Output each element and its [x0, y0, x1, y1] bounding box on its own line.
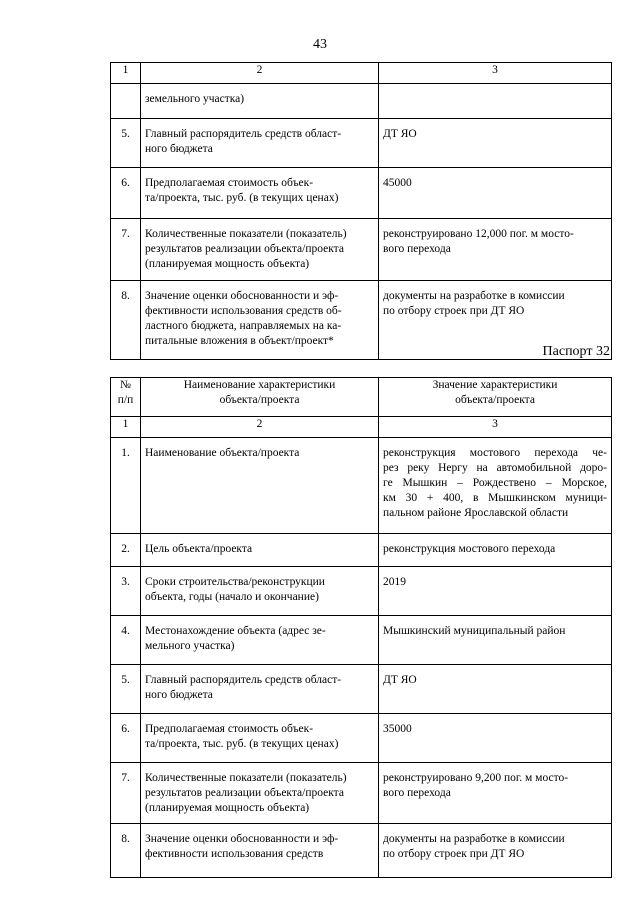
column-header: [141, 378, 379, 417]
row-number: [111, 84, 141, 119]
text-line: документы на разработке в комиссии: [383, 290, 565, 302]
text-line: ластного бюджета, направляемых на ка-: [145, 320, 342, 332]
text-line: Количественные показатели (показатель): [145, 228, 347, 240]
text-line: земельного участка): [145, 93, 245, 105]
characteristic-value: [379, 665, 612, 714]
characteristic-name: [141, 567, 379, 616]
characteristic-name: [141, 168, 379, 219]
characteristic-value: [379, 84, 612, 119]
characteristic-name: [141, 84, 379, 119]
characteristic-value: [379, 219, 612, 281]
text-line: Главный распорядитель средств област-: [145, 128, 342, 140]
text-line: результатов реализации объекта/проекта: [145, 787, 344, 799]
row-number: 5.: [111, 665, 141, 714]
text-line: (планируемая мощность объекта): [145, 802, 310, 814]
text-line: Предполагаемая стоимость объек-: [145, 723, 314, 735]
text-line: реконструкция мостового перехода: [383, 543, 556, 555]
text-line: ДТ ЯО: [383, 128, 417, 140]
table-row: [111, 567, 612, 616]
text-line: Значение оценки обоснованности и эф-: [145, 290, 339, 302]
row-number: 2.: [111, 534, 141, 567]
column-header: [379, 378, 612, 417]
column-number: 2: [141, 63, 379, 84]
column-numbers-row: [111, 63, 612, 84]
text-line: п/п: [117, 394, 134, 406]
page-number: 43: [313, 37, 327, 52]
text-line: реконструировано 12,000 пог. м мосто-: [383, 228, 574, 240]
text-line: объекта/проекта: [455, 394, 535, 406]
characteristic-value: [379, 616, 612, 665]
text-line: мельного участка): [145, 640, 235, 652]
table-row: [111, 438, 612, 534]
text-line: км 30 + 400, в Мышкинском муници-: [383, 492, 607, 504]
characteristic-value: [379, 763, 612, 824]
row-number: 6.: [111, 168, 141, 219]
text-line: по отбору строек при ДТ ЯО: [383, 848, 525, 860]
column-number: 2: [141, 417, 379, 438]
row-number: 1.: [111, 438, 141, 534]
row-number: 4.: [111, 616, 141, 665]
text-line: Цель объекта/проекта: [145, 543, 253, 555]
table-row: [111, 824, 612, 878]
column-numbers-row: [111, 417, 612, 438]
text-line: №: [120, 379, 131, 391]
text-line: Мышкинский муниципальный район: [383, 625, 566, 637]
table-row: [111, 616, 612, 665]
characteristic-name: [141, 119, 379, 168]
text-line: ного бюджета: [145, 689, 213, 701]
passport-32-table: [110, 377, 612, 878]
characteristic-name: [141, 219, 379, 281]
row-number: 3.: [111, 567, 141, 616]
characteristic-name: [141, 824, 379, 878]
text-line: вого перехода: [383, 787, 451, 799]
text-line: вого перехода: [383, 243, 451, 255]
row-number: 6.: [111, 714, 141, 763]
passport-table-continued: [110, 62, 612, 360]
column-number: 1: [111, 417, 141, 438]
text-line: Сроки строительства/реконструкции: [145, 576, 325, 588]
text-line: пальном районе Ярославской области: [383, 507, 569, 519]
characteristic-name: [141, 763, 379, 824]
text-line: документы на разработке в комиссии: [383, 833, 565, 845]
text-line: 2019: [383, 576, 406, 588]
column-number: 3: [379, 417, 612, 438]
column-header: [111, 378, 141, 417]
characteristic-value: [379, 438, 612, 534]
table-row: [111, 281, 612, 360]
table-row: [111, 534, 612, 567]
text-line: реконструировано 9,200 пог. м мосто-: [383, 772, 569, 784]
characteristic-value: [379, 534, 612, 567]
row-number: 7.: [111, 763, 141, 824]
text-line: фективности использования средств об-: [145, 305, 342, 317]
text-line: Наименование характеристики: [183, 379, 336, 391]
characteristic-name: [141, 714, 379, 763]
table-header-row: [111, 378, 612, 417]
table-row: [111, 84, 612, 119]
characteristic-value: [379, 119, 612, 168]
text-line: 45000: [383, 177, 412, 189]
characteristic-name: [141, 534, 379, 567]
text-line: фективности использования средств: [145, 848, 324, 860]
passport-title: Паспорт 32: [542, 344, 610, 359]
text-line: ДТ ЯО: [383, 674, 417, 686]
text-line: Значение характеристики: [432, 379, 558, 391]
text-line: Количественные показатели (показатель): [145, 772, 347, 784]
text-line: та/проекта, тыс. руб. (в текущих ценах): [145, 192, 339, 204]
table-row: [111, 168, 612, 219]
text-line: объекта, годы (начало и окончание): [145, 591, 319, 603]
text-line: (планируемая мощность объекта): [145, 258, 310, 270]
text-line: та/проекта, тыс. руб. (в текущих ценах): [145, 738, 339, 750]
characteristic-name: [141, 616, 379, 665]
table-row: [111, 219, 612, 281]
table-row: [111, 119, 612, 168]
text-line: Наименование объекта/проекта: [145, 447, 300, 459]
table-row: [111, 714, 612, 763]
text-line: ного бюджета: [145, 143, 213, 155]
text-line: Главный распорядитель средств област-: [145, 674, 342, 686]
text-line: объекта/проекта: [219, 394, 300, 406]
column-number: 3: [379, 63, 612, 84]
table-row: [111, 665, 612, 714]
table-row: [111, 763, 612, 824]
characteristic-value: [379, 168, 612, 219]
characteristic-name: [141, 665, 379, 714]
column-number: 1: [111, 63, 141, 84]
text-line: реконструкция мостового перехода че-: [383, 447, 607, 459]
characteristic-name: [141, 281, 379, 360]
text-line: результатов реализации объекта/проекта: [145, 243, 344, 255]
text-line: рез реку Нергу на автомобильной доро-: [383, 462, 607, 474]
text-line: Предполагаемая стоимость объек-: [145, 177, 314, 189]
characteristic-name: [141, 438, 379, 534]
row-number: 8.: [111, 824, 141, 878]
row-number: 5.: [111, 119, 141, 168]
text-line: Значение оценки обоснованности и эф-: [145, 833, 339, 845]
text-line: 35000: [383, 723, 412, 735]
text-line: по отбору строек при ДТ ЯО: [383, 305, 525, 317]
row-number: 7.: [111, 219, 141, 281]
text-line: ге Мышкин – Рождествено – Морское,: [383, 477, 607, 489]
characteristic-value: [379, 714, 612, 763]
characteristic-value: [379, 567, 612, 616]
characteristic-value: [379, 824, 612, 878]
text-line: Местонахождение объекта (адрес зе-: [145, 625, 326, 637]
text-line: питальные вложения в объект/проект*: [145, 335, 334, 347]
row-number: 8.: [111, 281, 141, 360]
